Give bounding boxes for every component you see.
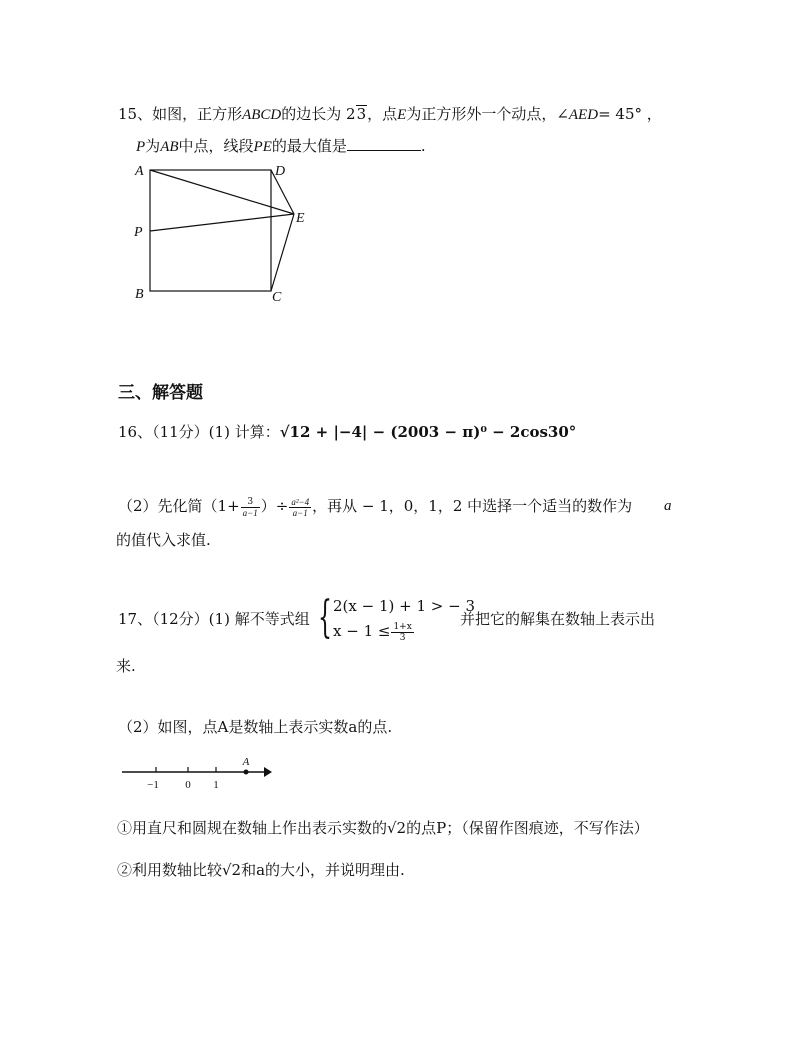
q16-text: （2）先化简（1+ [118, 497, 240, 515]
answer-blank[interactable] [347, 136, 421, 151]
q15-sqrt3: 3 [356, 105, 367, 123]
fraction-1 [241, 497, 260, 518]
label-d: D [275, 164, 286, 179]
q15-text: 为 [145, 137, 161, 155]
q17-item1: ①用直尺和圆规在数轴上作出表示实数的√2的点P；（保留作图痕迹，不写作法） [117, 819, 649, 837]
q16-expression: √12 + |−4| − (2003 − π)⁰ − 2cos30° [279, 423, 577, 441]
q16-var-a: a [664, 498, 672, 514]
q16-prefix: 16、（11分）(1) 计算： [118, 423, 280, 441]
q16-text: ，再从 − 1，0，1，2 中选择一个适当的数作为 [312, 497, 633, 515]
q15-text: ，点 [367, 105, 398, 123]
q15-text: 的最大值是 [271, 137, 347, 155]
system-brace: { [318, 592, 332, 643]
q15-line1 [118, 104, 662, 125]
fraction-2 [289, 497, 311, 518]
q16-text: ）÷ [260, 497, 289, 515]
segment-ae [150, 170, 294, 214]
q17-item2: ②利用数轴比较√2和a的大小，并说明理由. [117, 861, 405, 879]
arrow-icon [264, 767, 272, 777]
q15-angle: AED [568, 107, 599, 123]
q15-text: 的边长为 2 [281, 105, 356, 123]
tick-label-minus1: −1 [147, 779, 159, 791]
q16-line1 [118, 422, 576, 442]
q15-text: . [420, 137, 426, 155]
tick-label-1: 1 [213, 779, 219, 791]
segment-ce [271, 214, 294, 291]
q15-text: 中点，线段 [178, 137, 254, 155]
inequality-2-den: 3 [399, 632, 406, 643]
q15-line2 [136, 136, 426, 157]
fraction-2-den: a−1 [292, 507, 308, 518]
number-line [118, 755, 278, 795]
q15-pe: PE [253, 139, 272, 155]
q15-point-p: P [136, 139, 146, 155]
label-p: P [134, 225, 143, 240]
inequality-2-left: x − 1 ≤ [333, 622, 391, 640]
q17-line2: 来. [116, 657, 136, 675]
inequality-2-fraction [391, 622, 413, 643]
tick-label-0: 0 [185, 779, 191, 791]
section-title: 三、解答题 [118, 383, 203, 403]
inequality-2 [333, 621, 415, 643]
inequality-1: 2(x − 1) + 1 > − 3 [333, 597, 475, 615]
inequality-2-num: 1+x [393, 621, 412, 632]
fraction-2-num: a²−4 [291, 496, 310, 507]
point-a [244, 770, 249, 775]
square-figure [128, 158, 318, 308]
q17-suffix: 并把它的解集在数轴上表示出 [460, 610, 656, 628]
q15-text: = 45° ， [598, 105, 662, 123]
label-point-a: A [242, 756, 250, 768]
fraction-1-num: 3 [241, 497, 260, 508]
label-e: E [296, 211, 305, 226]
q17-part2: （2）如图，点A是数轴上表示实数a的点. [118, 718, 393, 736]
q15-ab: AB [160, 139, 179, 155]
q15-abcd: ABCD [242, 107, 282, 123]
q16-line2 [118, 496, 632, 518]
q16-line3: 的值代入求值. [116, 531, 211, 549]
q17-prefix: 17、（12分）(1) 解不等式组 [118, 610, 310, 628]
label-a: A [135, 164, 144, 179]
segment-pe [150, 214, 294, 231]
q15-number: 15、如图，正方形 [118, 105, 243, 123]
fraction-1-den: a−1 [242, 507, 258, 518]
q15-text: 为正方形外一个动点，∠ [406, 105, 569, 123]
label-b: B [135, 287, 144, 302]
q15-point-e: E [397, 107, 407, 123]
label-c: C [272, 290, 282, 305]
